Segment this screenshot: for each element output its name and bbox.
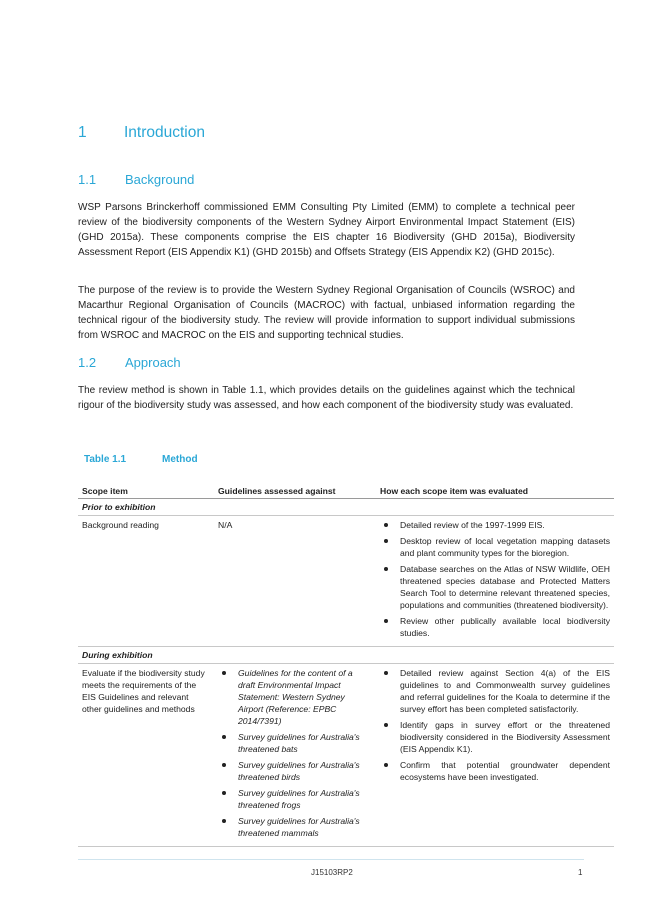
section-heading-introduction: [78, 124, 205, 142]
list-item: Desktop review of local vegetation mapping datasets and plant community types for the bioregion.: [380, 535, 610, 559]
section-label-during: During exhibition: [78, 647, 614, 664]
table-row: [78, 664, 614, 847]
table-row: [78, 516, 614, 647]
list-item: Identify gaps in survey effort or the threatened biodiversity considered in the Biodiversity Assessment (EIS Appendix K1).: [380, 719, 610, 755]
list-item: Survey guidelines for Australia's threatened frogs: [218, 787, 372, 811]
list-item: Guidelines for the content of a draft Environmental Impact Statement: Western Sydney Airport (Reference: EPBC 2014/7391): [218, 667, 372, 727]
footer-document-ref: J15103RP2: [311, 868, 353, 877]
scope-cell: Evaluate if the biodiversity study meets the requirements of the EIS Guidelines and relevant other guidelines and methods: [78, 664, 214, 847]
section-title: Introduction: [124, 124, 205, 141]
list-item: Detailed review of the 1997-1999 EIS.: [380, 519, 610, 531]
method-table: [78, 482, 614, 847]
section-label-prior: Prior to exhibition: [78, 499, 614, 516]
header-guidelines: Guidelines assessed against: [214, 482, 376, 499]
footer-page-number: 1: [578, 868, 583, 877]
background-paragraph-2: The purpose of the review is to provide the Western Sydney Regional Organisation of Councils (WSROC) and Macarthur Regional Organisation of Councils (MACROC) with factual, unbiased information regarding the technical rigour of the biodiversity study. The review will provide information to support individual submissions from WSROC and MACROC on the EIS and supporting technical studies.: [78, 285, 575, 341]
approach-paragraph: The review method is shown in Table 1.1, which provides details on the guidelines against which the technical rigour of the biodiversity study was assessed, and how each component of the biodiversity study was evaluated.: [78, 385, 575, 411]
subsection-title: Approach: [125, 355, 181, 370]
table-caption: [84, 454, 198, 465]
background-paragraph-1: WSP Parsons Brinckerhoff commissioned EMM Consulting Pty Limited (EMM) to complete a technical peer review of the biodiversity components of the Western Sydney Airport Environmental Impact Statement (EIS) (GHD 2015a). These components comprise the EIS chapter 16 Biodiversity (GHD 2015a), Biodiversity Assessment Report (EIS Appendix K1) (GHD 2015b) and Offsets Strategy (EIS Appendix K2) (GHD 2015c).: [78, 202, 575, 258]
table-caption-title: Method: [162, 454, 198, 465]
table-section-row: [78, 499, 614, 516]
guidelines-cell: [214, 664, 376, 847]
list-item: Database searches on the Atlas of NSW Wildlife, OEH threatened species database and Protected Matters Search Tool to determine relevant threatened species, populations and communities (threatened biodiversity).: [380, 563, 610, 611]
subsection-number: 1.2: [78, 355, 97, 370]
list-item: Detailed review against Section 4(a) of the EIS guidelines to and Commonwealth survey guidelines and referral guidelines for the Koala to determine if the survey effort has been completed satisfactorily.: [380, 667, 610, 715]
header-evaluation: How each scope item was evaluated: [376, 482, 614, 499]
list-item: Confirm that potential groundwater dependent ecosystems have been investigated.: [380, 759, 610, 783]
subsection-number: 1.1: [78, 172, 97, 187]
subsection-heading-background: [78, 172, 194, 187]
header-scope-item: Scope item: [78, 482, 214, 499]
scope-cell: Background reading: [78, 516, 214, 647]
table-section-row: [78, 647, 614, 664]
subsection-title: Background: [125, 172, 195, 187]
footer-divider: [78, 859, 584, 860]
subsection-heading-approach: [78, 355, 181, 370]
section-number: 1: [78, 124, 87, 141]
list-item: Survey guidelines for Australia's threatened mammals: [218, 815, 372, 839]
table-caption-number: Table 1.1: [84, 454, 127, 465]
evaluation-cell: [376, 516, 614, 647]
list-item: Review other publically available local biodiversity studies.: [380, 615, 610, 639]
list-item: Survey guidelines for Australia's threatened birds: [218, 759, 372, 783]
table-header-row: [78, 482, 614, 499]
guidelines-cell: N/A: [214, 516, 376, 647]
evaluation-cell: [376, 664, 614, 847]
list-item: Survey guidelines for Australia's threatened bats: [218, 731, 372, 755]
